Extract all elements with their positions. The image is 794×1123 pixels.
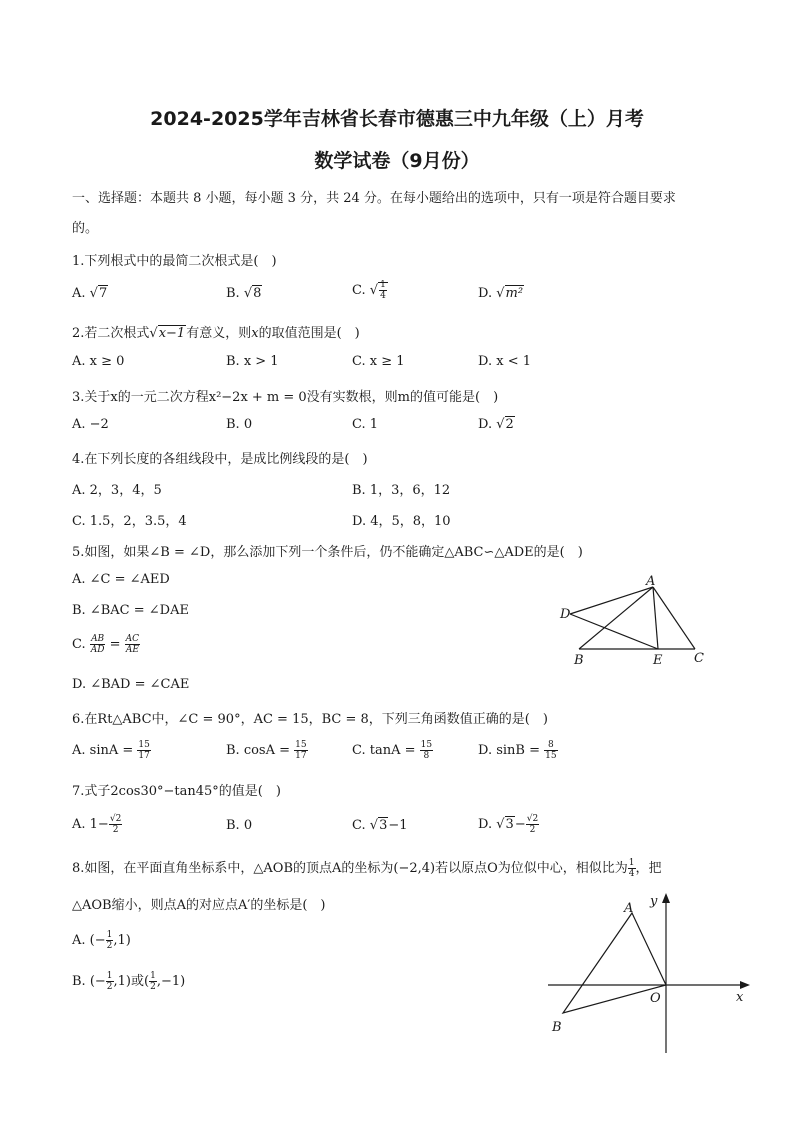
q7-option-c: C. √3−1 <box>352 818 408 833</box>
q8-coordinate-figure <box>540 885 760 1060</box>
q4-stem: 4.在下列长度的各组线段中，是成比例线段的是( ) <box>72 452 368 467</box>
q6-option-b: B. cosA = $\frac{15}{17}$ <box>226 740 307 761</box>
q3-option-a: A. −2 <box>72 417 109 432</box>
q7-option-b: B. 0 <box>226 818 253 833</box>
label-O: O <box>650 991 661 1006</box>
title-line-1: 2024-2025学年吉林省长春市德惠三中九年级（上）月考 <box>150 108 644 130</box>
segment-AD <box>570 587 653 614</box>
label-B: B <box>552 1020 562 1035</box>
q5-option-d: D. ∠BAD = ∠CAE <box>72 677 190 692</box>
q5-option-b: B. ∠BAC = ∠DAE <box>72 603 189 618</box>
q7-stem: 7.式子2cos30°−tan45°的值是( ) <box>72 784 281 799</box>
section-header-cont: 的。 <box>72 221 99 236</box>
q6-option-a: A. sinA = $\frac{15}{17}$ <box>72 740 150 761</box>
q1-stem: 1.下列根式中的最简二次根式是( ) <box>72 254 277 269</box>
x-axis-arrow <box>740 981 750 989</box>
q4-option-c: C. 1.5，2，3.5，4 <box>72 514 187 529</box>
q8-option-a: A. (− $\frac{1}{2}$ ,1) <box>72 930 131 951</box>
segment-AB <box>579 587 653 649</box>
label-y: y <box>650 894 658 909</box>
q5-option-a: A. ∠C = ∠AED <box>72 572 170 587</box>
label-A: A <box>624 901 634 916</box>
label-C: C <box>694 651 704 666</box>
label-D: D <box>560 607 571 622</box>
q5-stem: 5.如图，如果∠B = ∠D，那么添加下列一个条件后，仍不能确定△ABC∽△ADE的是( ) <box>72 545 583 560</box>
q1-option-c: C. √ $\frac{1}{4}$ <box>352 280 386 301</box>
segment-AC <box>653 587 695 649</box>
q2-stem: 2.若二次根式√x−1有意义，则x的取值范围是( ) <box>72 326 360 341</box>
q2-option-b: B. x > 1 <box>226 354 279 369</box>
q5-triangle-figure <box>550 570 720 670</box>
title-line-2: 数学试卷（9月份） <box>314 150 480 172</box>
q3-option-b: B. 0 <box>226 417 253 432</box>
q1-option-b: B. √8 <box>226 286 262 301</box>
q7-option-d: D. √3− $\frac{√2}{2}$ <box>478 814 539 835</box>
q2-option-a: A. x ≥ 0 <box>72 354 125 369</box>
q4-option-b: B. 1，3，6，12 <box>352 483 451 498</box>
q6-stem: 6.在Rt△ABC中，∠C = 90°，AC = 15，BC = 8，下列三角函数值正确的是( ) <box>72 712 548 727</box>
label-E: E <box>653 653 663 668</box>
q8-stem-line-1: 8.如图，在平面直角坐标系中，△AOB的顶点A的坐标为(−2,4)若以原点O为位似中心，相似比为 $\frac{1}{4}$ ，把 <box>72 858 662 879</box>
q7-option-a: A. 1− $\frac{√2}{2}$ <box>72 814 122 835</box>
q3-option-d: D. √2 <box>478 417 514 432</box>
y-axis-arrow <box>662 893 670 903</box>
section-header: 一、选择题：本题共 8 小题，每小题 3 分，共 24 分。在每小题给出的选项中，只有一项是符合题目要求 <box>72 191 676 206</box>
q1-option-d: D. √m² <box>478 286 524 301</box>
label-B: B <box>574 653 584 668</box>
label-x: x <box>736 990 744 1005</box>
q6-option-d: D. sinB = $\frac{8}{15}$ <box>478 740 557 761</box>
q2-option-d: D. x < 1 <box>478 354 531 369</box>
q1-option-a: A. √7 <box>72 286 108 301</box>
q8-stem-line-2: △AOB缩小，则点A的对应点A′的坐标是( ) <box>72 898 326 913</box>
segment-AE <box>653 587 658 649</box>
q3-option-c: C. 1 <box>352 417 379 432</box>
q5-option-c: C. $\frac{AB}{AD}$ = $\frac{AC}{AE}$ <box>72 634 140 655</box>
q4-option-d: D. 4，5，8，10 <box>352 514 451 529</box>
q3-stem: 3.关于x的一元二次方程x²−2x + m = 0没有实数根，则m的值可能是( ) <box>72 390 499 405</box>
q4-option-a: A. 2，3，4，5 <box>72 483 162 498</box>
q6-option-c: C. tanA = $\frac{15}{8}$ <box>352 740 433 761</box>
label-A: A <box>646 574 656 589</box>
q8-option-b: B. (− $\frac{1}{2}$ ,1)或( $\frac{1}{2}$ ,−1) <box>72 971 186 992</box>
q2-option-c: C. x ≥ 1 <box>352 354 405 369</box>
